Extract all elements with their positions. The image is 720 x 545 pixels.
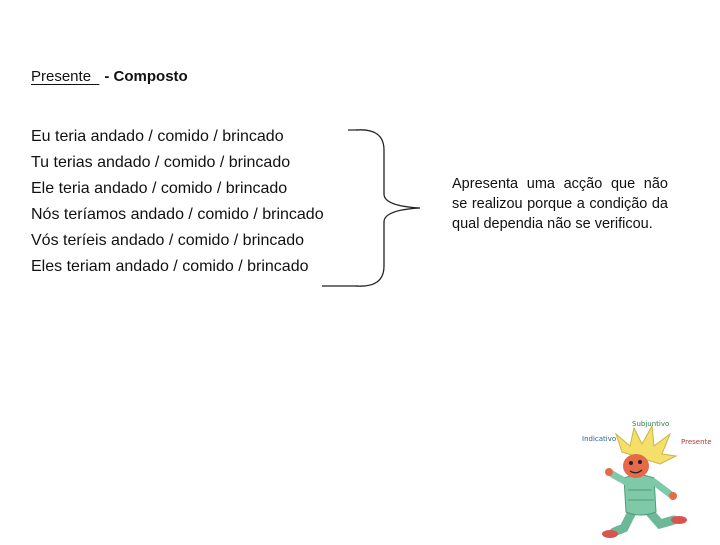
title-underline-gap <box>91 68 99 85</box>
title-main: Presente <box>31 68 92 85</box>
conjugation-tu: Tu terias andado / comido / brincado <box>31 154 291 171</box>
conjugation-eu: Eu teria andado / comido / brincado <box>31 128 284 145</box>
label-indicativo: Indicativo <box>582 435 617 443</box>
conjugation-ele: Ele teria andado / comido / brincado <box>31 180 288 197</box>
conjugation-eles: Eles teriam andado / comido / brincado <box>31 258 309 275</box>
mascot-illustration <box>576 416 716 540</box>
label-presente: Presente <box>681 438 712 446</box>
conjugation-list <box>31 124 324 280</box>
explanation-text: Apresenta uma acção que não se realizou porque a condição da qual dependia não se verificou. <box>452 176 668 232</box>
conjugation-vos: Vós teríeis andado / comido / brincado <box>31 232 305 249</box>
title-subtitle: - Composto <box>104 68 188 85</box>
conjugation-nos: Nós teríamos andado / comido / brincado <box>31 206 324 223</box>
brace-path <box>356 130 420 286</box>
slide-title <box>31 68 188 86</box>
label-subjuntivo: Subjuntivo <box>632 420 670 428</box>
